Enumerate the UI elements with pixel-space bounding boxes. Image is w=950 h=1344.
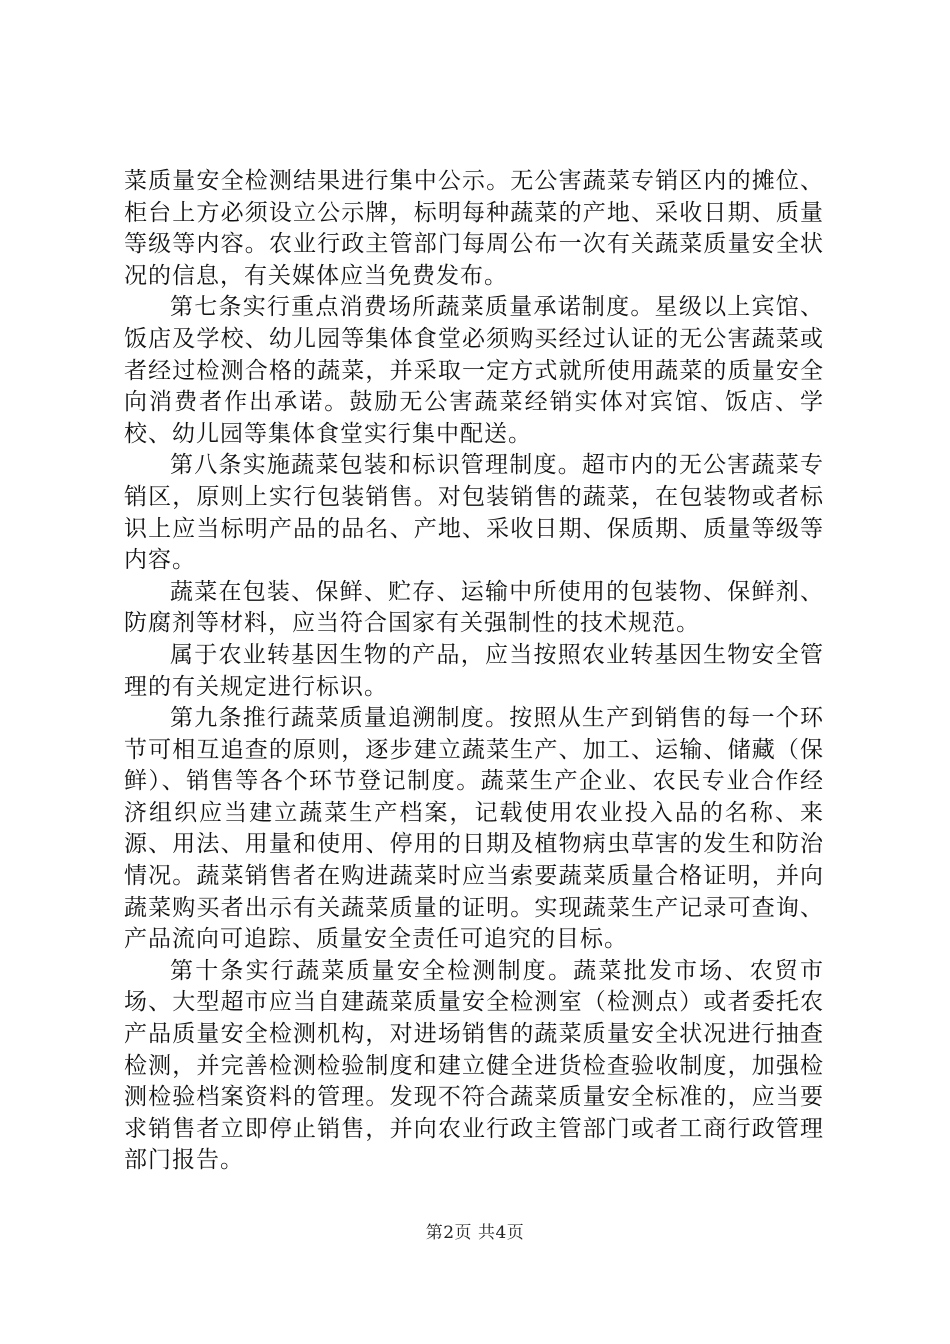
paragraph-packaging-materials: 蔬菜在包装、保鲜、贮存、运输中所使用的包装物、保鲜剂、防腐剂等材料，应当符合国家有关强制性的技术规范。 [124, 578, 824, 637]
page-number-footer: 第2页 共4页 [425, 1223, 525, 1243]
document-body [124, 166, 824, 1177]
paragraph-gmo-labeling: 属于农业转基因生物的产品，应当按照农业转基因生物安全管理的有关规定进行标识。 [124, 641, 824, 700]
paragraph-continuation: 菜质量安全检测结果进行集中公示。无公害蔬菜专销区内的摊位、柜台上方必须设立公示牌，标明每种蔬菜的产地、采收日期、质量等级等内容。农业行政主管部门每周公布一次有关蔬菜质量安全状况的信息，有关媒体应当免费发布。 [124, 168, 824, 289]
paragraph-article-10: 第十条实行蔬菜质量安全检测制度。蔬菜批发市场、农贸市场、大型超市应当自建蔬菜质量安全检测室（检测点）或者委托农产品质量安全检测机构，对进场销售的蔬菜质量安全状况进行抽查检测，并完善检测检验制度和建立健全进货检查验收制度，加强检测检验档案资料的管理。发现不符合蔬菜质量安全标准的，应当要求销售者立即停止销售，并向农业行政主管部门或者工商行政管理部门报告。 [124, 957, 824, 1174]
paragraph-article-9: 第九条推行蔬菜质量追溯制度。按照从生产到销售的每一个环节可相互追查的原则，逐步建立蔬菜生产、加工、运输、储藏（保鲜）、销售等各个环节登记制度。蔬菜生产企业、农民专业合作经济组织应当建立蔬菜生产档案，记载使用农业投入品的名称、来源、用法、用量和使用、停用的日期及植物病虫草害的发生和防治情况。蔬菜销售者在购进蔬菜时应当索要蔬菜质量合格证明，并向蔬菜购买者出示有关蔬菜质量的证明。实现蔬菜生产记录可查询、产品流向可追踪、质量安全责任可追究的目标。 [124, 705, 824, 953]
paragraph-article-8: 第八条实施蔬菜包装和标识管理制度。超市内的无公害蔬菜专销区，原则上实行包装销售。对包装销售的蔬菜，在包装物或者标识上应当标明产品的品名、产地、采收日期、保质期、质量等级等内容。 [124, 452, 824, 574]
paragraph-article-7: 第七条实行重点消费场所蔬菜质量承诺制度。星级以上宾馆、饭店及学校、幼儿园等集体食堂必须购买经过认证的无公害蔬菜或者经过检测合格的蔬菜，并采取一定方式就所使用蔬菜的质量安全向消费者作出承诺。鼓励无公害蔬菜经销实体对宾馆、饭店、学校、幼儿园等集体食堂实行集中配送。 [124, 294, 824, 447]
